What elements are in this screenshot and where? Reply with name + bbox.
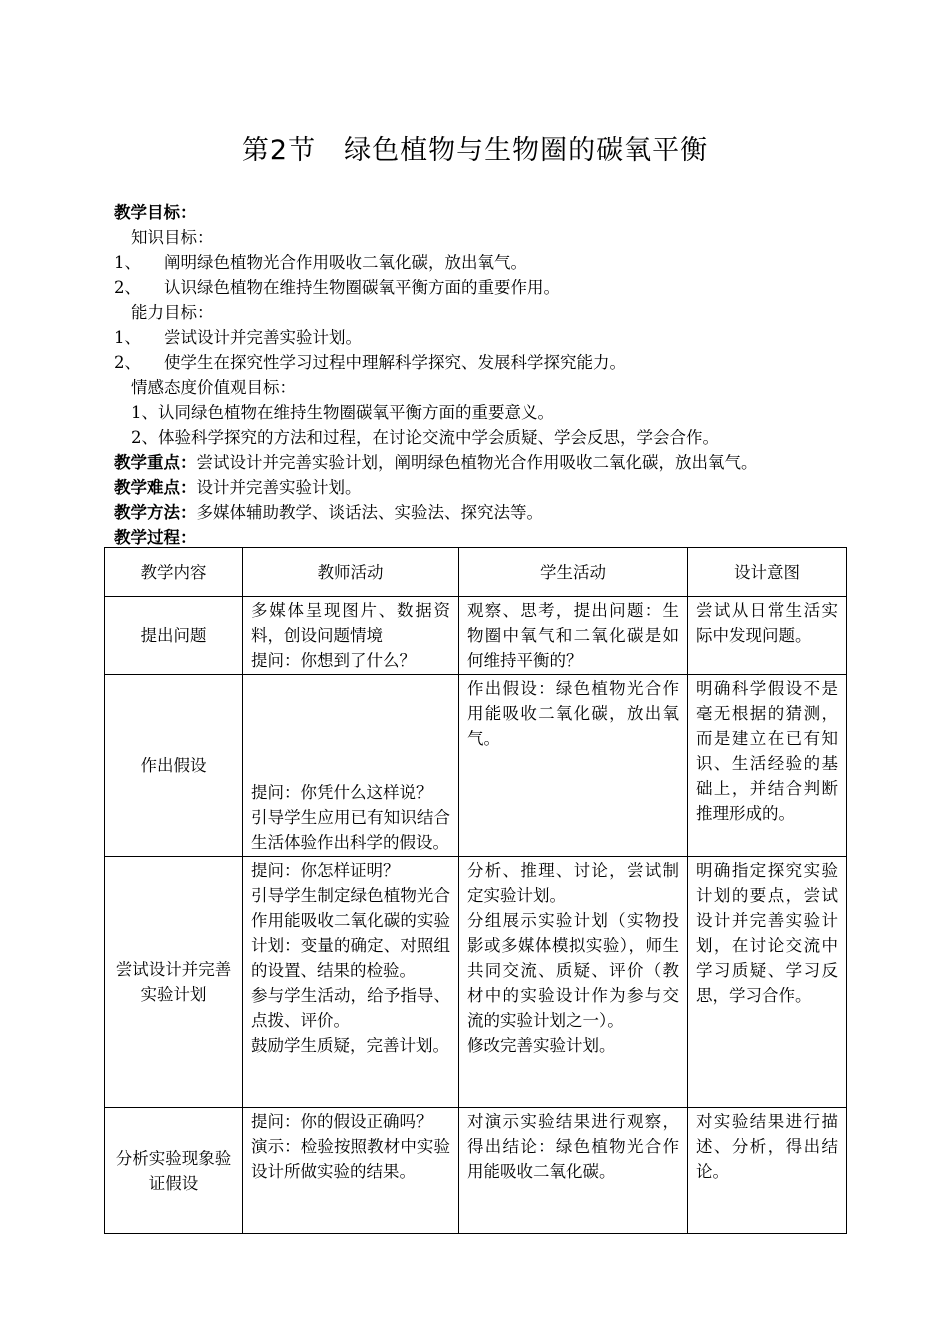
paragraph: 作出假设：绿色植物光合作用能吸收二氧化碳，放出氧气。: [467, 679, 679, 748]
key-point-label: 教学重点：: [114, 453, 197, 472]
content-cell: 提出问题: [105, 597, 243, 675]
intent-cell: [688, 1108, 847, 1234]
method-text: 多媒体辅助教学、谈话法、实验法、探究法等。: [196, 503, 543, 522]
column-header: 教学内容: [105, 548, 243, 597]
teacher-cell: [243, 597, 459, 675]
paragraph: 引导学生应用已有知识结合生活体验作出科学的假设。: [251, 808, 450, 852]
method: [114, 500, 854, 525]
page-title: 第2节 绿色植物与生物圈的碳氧平衡: [241, 135, 709, 166]
teacher-cell: [243, 675, 459, 857]
student-cell: [459, 597, 688, 675]
ability-item: [114, 350, 854, 375]
difficulty-text: 设计并完善实验计划。: [196, 478, 362, 497]
emotion-label: 情感态度价值观目标：: [131, 378, 296, 397]
student-cell: [459, 1108, 688, 1234]
item-text: 认识绿色植物在维持生物圈碳氧平衡方面的重要作用。: [164, 278, 560, 297]
table-row: [105, 857, 847, 1108]
paragraph: 鼓励学生质疑，完善计划。: [251, 1036, 449, 1055]
item-number: 1、: [114, 253, 141, 272]
item-text: 阐明绿色植物光合作用吸收二氧化碳，放出氧气。: [164, 253, 527, 272]
paragraph: 明确科学假设不是毫无根据的猜测，而是建立在已有知识、生活经验的基础上，并结合判断推理形成的。: [696, 679, 838, 823]
item-number: 2、: [114, 278, 141, 297]
paragraph: 引导学生制定绿色植物光合作用能吸收二氧化碳的实验计划：变量的确定、对照组的设置、结果的检验。: [251, 886, 450, 980]
paragraph: 演示：检验按照教材中实验设计所做实验的结果。: [251, 1137, 450, 1181]
paragraph: 明确指定探究实验计划的要点，尝试设计并完善实验计划，在讨论交流中学习质疑、学习反思，学习合作。: [696, 861, 838, 1005]
key-point-text: 尝试设计并完善实验计划，阐明绿色植物光合作用吸收二氧化碳，放出氧气。: [196, 453, 758, 472]
table-header-row: [105, 548, 847, 597]
item-text: 尝试设计并完善实验计划。: [164, 328, 362, 347]
paragraph: 参与学生活动，给予指导、点拨、评价。: [251, 986, 450, 1030]
paragraph: 尝试从日常生活实际中发现问题。: [696, 601, 838, 645]
table-row: [105, 1108, 847, 1234]
lesson-objectives: [114, 200, 854, 550]
paragraph: 修改完善实验计划。: [467, 1036, 616, 1055]
goals-heading: 教学目标：: [114, 203, 197, 222]
item-number: 1、: [114, 328, 141, 347]
difficulty-label: 教学难点：: [114, 478, 197, 497]
paragraph: 分组展示实验计划（实物投影或多媒体模拟实验），师生共同交流、质疑、评价（教材中的实验设计作为参与交流的实验计划之一）。: [467, 911, 679, 1030]
content-cell: 作出假设: [105, 675, 243, 857]
table-row: [105, 597, 847, 675]
paragraph: 观察、思考，提出问题：生物圈中氧气和二氧化碳是如何维持平衡的？: [467, 601, 679, 670]
paragraph: 对演示实验结果进行观察，得出结论：绿色植物光合作用能吸收二氧化碳。: [467, 1112, 679, 1181]
intent-cell: [688, 857, 847, 1108]
student-cell: [459, 857, 688, 1108]
paragraph: 分析、推理、讨论，尝试制定实验计划。: [467, 861, 679, 905]
column-header: 设计意图: [688, 548, 847, 597]
paragraph: 对实验结果进行描述、分析，得出结论。: [696, 1112, 838, 1181]
column-header: 教师活动: [243, 548, 459, 597]
knowledge-item: [114, 250, 854, 275]
column-header: 学生活动: [459, 548, 688, 597]
knowledge-label: 知识目标：: [131, 228, 214, 247]
content-cell: 分析实验现象验证假设: [105, 1108, 243, 1234]
ability-item: [114, 325, 854, 350]
intent-cell: [688, 675, 847, 857]
item-number: 2、: [114, 353, 141, 372]
intent-cell: [688, 597, 847, 675]
key-point: [114, 450, 854, 475]
process-label: 教学过程：: [114, 528, 197, 547]
paragraph: 提问：你想到了什么？: [251, 651, 416, 670]
teaching-process-table: [104, 547, 847, 1234]
knowledge-item: [114, 275, 854, 300]
content-cell: 尝试设计并完善实验计划: [105, 857, 243, 1108]
student-cell: [459, 675, 688, 857]
teacher-cell: [243, 857, 459, 1108]
difficulty: [114, 475, 854, 500]
paragraph: 提问：你怎样证明？: [251, 861, 400, 880]
paragraph: 提问：你凭什么这样说？: [251, 783, 433, 802]
table-row: [105, 675, 847, 857]
paragraph: 多媒体呈现图片、数据资料，创设问题情境: [251, 601, 450, 645]
method-label: 教学方法：: [114, 503, 197, 522]
teacher-cell: [243, 1108, 459, 1234]
emotion-item: 2、体验科学探究的方法和过程，在讨论交流中学会质疑、学会反思，学会合作。: [131, 428, 719, 447]
paragraph: 提问：你的假设正确吗？: [251, 1112, 433, 1131]
item-text: 使学生在探究性学习过程中理解科学探究、发展科学探究能力。: [164, 353, 626, 372]
ability-label: 能力目标：: [131, 303, 214, 322]
emotion-item: 1、认同绿色植物在维持生物圈碳氧平衡方面的重要意义。: [131, 403, 554, 422]
